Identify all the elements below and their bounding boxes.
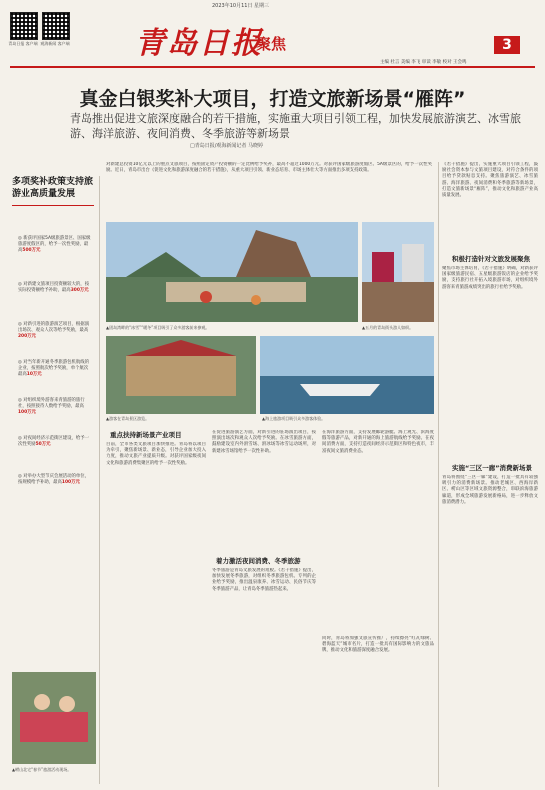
- caption-right: ▲五月的青岛街头游人如织。: [362, 325, 414, 330]
- sidebar-item-text: ◎ 新获评国家5A级旅游景区、国家级旅游度假区的，给予一次性奖励，最高: [18, 236, 91, 254]
- sidebar-item: [18, 474, 92, 486]
- sidebar-item-amount: 200万元: [18, 334, 36, 340]
- date-line: 2023年10月11日 星期三: [212, 3, 270, 9]
- sidebar-item: [18, 436, 92, 448]
- sidebar-rule: [12, 205, 94, 206]
- qr-label-left: 青岛日报 客户端: [8, 41, 38, 46]
- caption-bottom-left: ▲崂山北宅“春节”旅游活动现场。: [12, 767, 72, 772]
- sidebar-item-text: ◎ 对新引进的旅游演艺项目，根据演出场次、观众人次等给予奖励，最高: [18, 322, 90, 334]
- photo-right-art: [362, 222, 434, 322]
- byline: □青岛日报/观海新闻记者 马晓婷: [190, 143, 263, 149]
- subhead-3: 积极打造针对文旅发展聚焦: [452, 255, 530, 263]
- subhead-1: 重点扶持新场景产业项目: [110, 431, 182, 439]
- photo-main-art: [106, 222, 358, 322]
- qr-code-right: [42, 12, 70, 40]
- photo-lower-left-art: [106, 336, 256, 414]
- section-name: 聚焦: [256, 35, 287, 53]
- sidebar-item-text: ◎ 对当年新开通冬季旅游包机航线的企业，按照航次给予奖励，单个航次最高: [18, 360, 90, 378]
- page-number: 3: [494, 36, 520, 54]
- caption-lower-right: ▲海上旅游项目吸引众多游客体验。: [262, 416, 326, 421]
- body-col-3: 在海洋旅游方面，支持发展邮轮游艇、海上观光、滨海度假等旅游产品，对新开通的海上旅游航线给予奖励。在夜间消费方面，支持打造夜间经济示范街区和特色夜市，丰富夜间文旅消费业态。: [322, 430, 434, 454]
- newspaper-brand: 青岛日报: [135, 26, 263, 61]
- sidebar-title: 多项奖补政策支持旅游业高质量发展: [12, 177, 94, 199]
- masthead-rule: [10, 66, 535, 68]
- photo-right: [362, 222, 434, 322]
- qr-label-right: 观海新闻 客户端: [40, 41, 70, 46]
- sidebar-item: [18, 282, 92, 294]
- column-divider-right: [438, 162, 439, 787]
- subhead-4: 实施“三区一廊”消费新场景: [452, 464, 533, 472]
- sidebar-item: [18, 398, 92, 417]
- editor-credits: 主编 杜言 美编 李飞 审读 李敏 校对 王会鸣: [380, 60, 467, 65]
- sidebar-item-text: ◎ 对举办大型节庆会展活动的单位，按规模给予补助，最高: [18, 474, 90, 486]
- body-col-2b: 冬季旅游是青岛文旅发展的短板。《若干措施》提出，加快发展冬季旅游，对组织冬季旅游包机、专列的企业给予奖励，推出温泉康养、冰雪运动、民俗节庆等冬季旅游产品，让青岛冬季旅游热起来。: [212, 568, 316, 592]
- sidebar-item-amount: 100万元: [18, 410, 36, 416]
- column-divider: [99, 176, 100, 784]
- photo-lower-right-art: [260, 336, 434, 414]
- sidebar-item-text: ◎ 对组织境外游客来青旅游的旅行社，按照接待人数给予奖励，最高: [18, 398, 85, 410]
- sidebar-item: [18, 322, 92, 341]
- photo-bottom-left: [12, 672, 96, 764]
- sidebar-item-text: ◎ 对新建文旅项目投资额较大的，按实际投资额给予补助，最高: [18, 282, 90, 294]
- photo-bottom-left-art: [12, 672, 96, 764]
- body-col-1: 目前，全市各类文旅项目加快推进。青岛将以项目为牵引，聚焦新场景、新业态，引导企业加大投入力度，推动文旅产业提质升级。对获评国家级夜间文化和旅游消费集聚区的给予一次性奖励。: [106, 442, 206, 466]
- right-paragraph-2: 聚焦市场主体培育，《若干措施》明确，对新获评国家级旅游民宿、五星级旅游饭店的企业给予奖励，支持旅行社开拓入境旅游市场，对组织境外游客来青旅游成绩突出的旅行社给予奖励。: [442, 266, 538, 290]
- sidebar-item-amount: 10万元: [26, 372, 42, 378]
- sub-headline: 青岛推出促进文旅深度融合的若干措施，实施重大项目引领工程，加快发展旅游演艺、冰雪旅游、海洋旅游、夜间消费、冬季旅游等新场景: [70, 112, 521, 140]
- caption-lower-left: ▲游客在青岛景区游览。: [106, 416, 150, 421]
- photo-lower-left: [106, 336, 256, 414]
- sidebar-item: [18, 360, 92, 379]
- sidebar-item-amount: 500万元: [22, 248, 41, 254]
- photo-main: [106, 222, 358, 322]
- body-col-2: 在促进旅游演艺方面，对新引进的驻场演出项目，按照演出场次和观众人次给予奖励。在冰雪旅游方面，鼓励建设室内外滑雪场、滑冰场等冰雪运动场所，对新建冰雪场馆给予一次性补助。: [212, 430, 316, 454]
- lead-paragraph: 对新建总投资10亿元以上的重点文旅项目，按照固定资产投资额的一定比例给予奖补，最高不超过1000万元。对获评国家级旅游度假区、5A级景区的，给予一次性奖励。近日，青岛市出台《促进文化和旅游深度融合的若干措施》，从重大项目引领、新业态培育、市场主体壮大等方面推出多项支持政策。: [106, 162, 432, 174]
- caption-main: ▲团岛湾畔的“冰雪”“暖冬”项目吸引了众多游客前来参观。: [106, 325, 210, 330]
- sidebar-item-amount: 50万元: [35, 442, 51, 448]
- sidebar-item-amount: 300万元: [70, 288, 89, 294]
- photo-lower-right: [260, 336, 434, 414]
- sidebar-item-text: ◎ 对夜间经济示范街区建设，给予一次性奖励: [18, 436, 90, 448]
- right-paragraph-3: 青岛将围绕“三区一廊”建设，打造一批具有较强吸引力的消费新场景。推动老城区、西海岸新区、崂山区等区域文旅资源整合，串联滨海旅游廊道，形成全域旅游发展新格局，进一步释放文旅消费潜力。: [442, 475, 538, 505]
- main-headline: 真金白银奖补大项目，打造文旅新场景“雁阵”: [79, 88, 466, 110]
- right-paragraph-1: 《若干措施》提出，实施重大项目引领工程，鼓励社会资本参与文旅项目建设，对符合条件的项目给予贷款贴息支持。聚焦旅游演艺、冰雪旅游、海洋旅游、夜间消费和冬季旅游等新场景，打造文旅新场景“雁阵”，推动文化和旅游产业高质量发展。: [442, 162, 538, 199]
- subhead-2: 着力激活夜间消费、冬季旅游: [216, 557, 301, 565]
- sidebar-item-amount: 100万元: [61, 480, 80, 486]
- qr-code-left: [10, 12, 38, 40]
- body-col-3b: 同时，青岛将加强文旅宣传推广，持续擦亮“红瓦绿树、碧海蓝天”城市名片，打造一批具有国际影响力的文旅品牌，推动文化和旅游深度融合发展。: [322, 636, 434, 654]
- sidebar-item: [18, 236, 92, 255]
